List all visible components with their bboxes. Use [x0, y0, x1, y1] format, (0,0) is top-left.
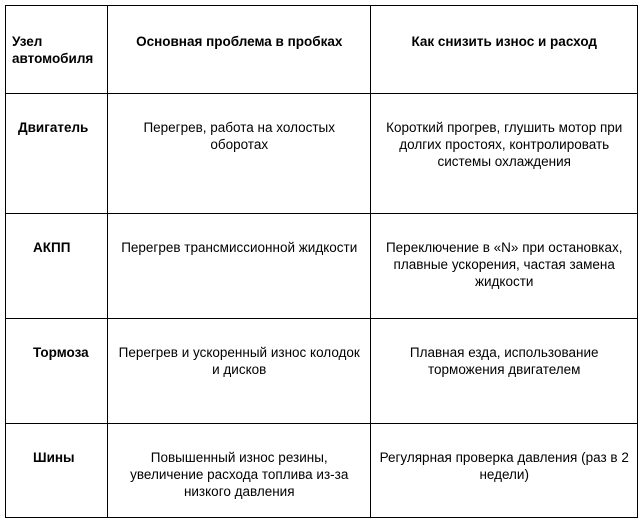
cell-problem: Перегрев, работа на холостых оборотах	[108, 94, 371, 214]
header-problem: Основная проблема в пробках	[108, 6, 371, 94]
table-row	[6, 94, 638, 214]
table-row	[6, 424, 638, 518]
table-row	[6, 214, 638, 319]
cell-fix: Переключение в «N» при остановках, плавные ускорения, частая замена жидкости	[371, 214, 638, 319]
cell-unit: Шины	[6, 424, 108, 518]
cell-unit: Тормоза	[6, 319, 108, 424]
cell-fix: Плавная езда, использование торможения двигателем	[371, 319, 638, 424]
cell-problem: Перегрев и ускоренный износ колодок и дисков	[108, 319, 371, 424]
header-fix: Как снизить износ и расход	[371, 6, 638, 94]
cell-problem: Перегрев трансмиссионной жидкости	[108, 214, 371, 319]
cell-problem: Повышенный износ резины, увеличение расхода топлива из-за низкого давления	[108, 424, 371, 518]
cell-fix: Короткий прогрев, глушить мотор при долгих простоях, контролировать системы охлаждения	[371, 94, 638, 214]
car-wear-table	[5, 5, 638, 518]
table-row	[6, 319, 638, 424]
cell-fix: Регулярная проверка давления (раз в 2 недели)	[371, 424, 638, 518]
header-unit: Узел автомобиля	[6, 6, 108, 94]
cell-unit: Двигатель	[6, 94, 108, 214]
table-header-row	[6, 6, 638, 94]
cell-unit: АКПП	[6, 214, 108, 319]
